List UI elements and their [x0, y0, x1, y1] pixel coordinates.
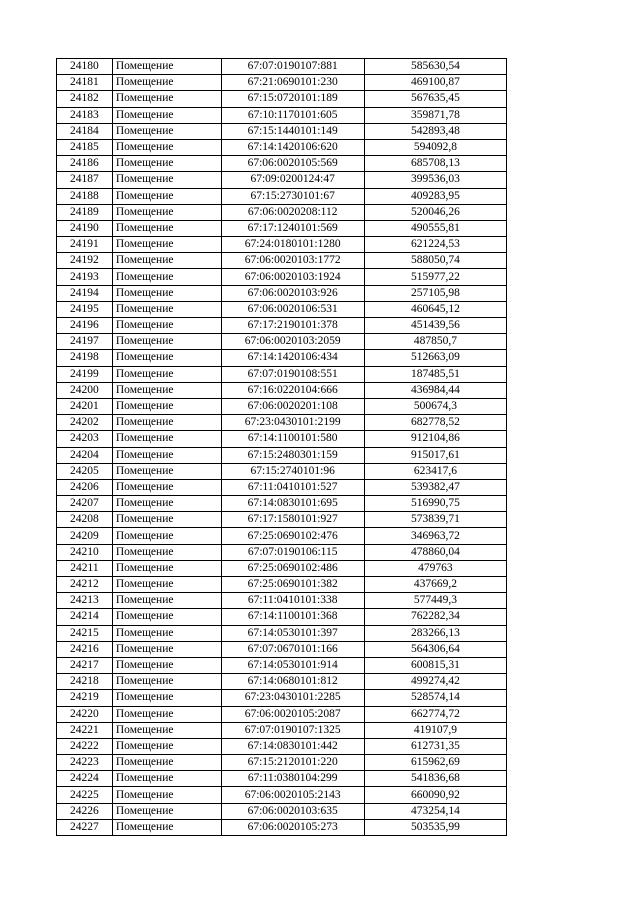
row-number-cell: 24205	[57, 463, 113, 479]
table-row	[57, 172, 507, 188]
table-row	[57, 269, 507, 285]
cadastral-number-cell: 67:25:0690101:382	[221, 577, 364, 593]
value-cell: 515977,22	[364, 269, 506, 285]
object-type-cell: Помещение	[112, 819, 221, 835]
cadastral-number-cell: 67:15:2730101:67	[221, 188, 364, 204]
table-row	[57, 625, 507, 641]
row-number-cell: 24204	[57, 447, 113, 463]
object-type-cell: Помещение	[112, 722, 221, 738]
object-type-cell: Помещение	[112, 220, 221, 236]
object-type-cell: Помещение	[112, 382, 221, 398]
value-cell: 682778,52	[364, 415, 506, 431]
value-cell: 500674,3	[364, 398, 506, 414]
cadastral-number-cell: 67:23:0430101:2285	[221, 690, 364, 706]
object-type-cell: Помещение	[112, 188, 221, 204]
table-row	[57, 787, 507, 803]
object-type-cell: Помещение	[112, 593, 221, 609]
table-row	[57, 301, 507, 317]
row-number-cell: 24212	[57, 577, 113, 593]
object-type-cell: Помещение	[112, 139, 221, 155]
object-type-cell: Помещение	[112, 528, 221, 544]
value-cell: 542893,48	[364, 123, 506, 139]
object-type-cell: Помещение	[112, 75, 221, 91]
table-row	[57, 415, 507, 431]
row-number-cell: 24221	[57, 722, 113, 738]
table-row	[57, 382, 507, 398]
registry-table-body	[57, 59, 507, 836]
cadastral-number-cell: 67:14:1100101:580	[221, 431, 364, 447]
object-type-cell: Помещение	[112, 447, 221, 463]
value-cell: 409283,95	[364, 188, 506, 204]
table-row	[57, 204, 507, 220]
table-row	[57, 220, 507, 236]
table-row	[57, 318, 507, 334]
row-number-cell: 24214	[57, 609, 113, 625]
value-cell: 520046,26	[364, 204, 506, 220]
cadastral-number-cell: 67:15:1440101:149	[221, 123, 364, 139]
value-cell: 573839,71	[364, 512, 506, 528]
row-number-cell: 24184	[57, 123, 113, 139]
value-cell: 564306,64	[364, 641, 506, 657]
value-cell: 585630,54	[364, 59, 506, 75]
object-type-cell: Помещение	[112, 479, 221, 495]
object-type-cell: Помещение	[112, 755, 221, 771]
cadastral-number-cell: 67:21:0690101:230	[221, 75, 364, 91]
value-cell: 469100,87	[364, 75, 506, 91]
cadastral-number-cell: 67:06:0020103:926	[221, 285, 364, 301]
table-row	[57, 512, 507, 528]
value-cell: 685708,13	[364, 156, 506, 172]
table-row	[57, 803, 507, 819]
cadastral-number-cell: 67:14:0830101:442	[221, 738, 364, 754]
object-type-cell: Помещение	[112, 771, 221, 787]
table-row	[57, 479, 507, 495]
cadastral-number-cell: 67:14:1420106:620	[221, 139, 364, 155]
value-cell: 600815,31	[364, 657, 506, 673]
row-number-cell: 24218	[57, 674, 113, 690]
value-cell: 567635,45	[364, 91, 506, 107]
object-type-cell: Помещение	[112, 107, 221, 123]
object-type-cell: Помещение	[112, 91, 221, 107]
cadastral-number-cell: 67:14:1420106:434	[221, 350, 364, 366]
table-row	[57, 447, 507, 463]
cadastral-number-cell: 67:17:1580101:927	[221, 512, 364, 528]
row-number-cell: 24207	[57, 496, 113, 512]
table-row	[57, 738, 507, 754]
cadastral-number-cell: 67:15:2740101:96	[221, 463, 364, 479]
table-row	[57, 755, 507, 771]
row-number-cell: 24186	[57, 156, 113, 172]
object-type-cell: Помещение	[112, 690, 221, 706]
row-number-cell: 24224	[57, 771, 113, 787]
object-type-cell: Помещение	[112, 560, 221, 576]
registry-table	[56, 58, 507, 836]
cadastral-number-cell: 67:06:0020103:1924	[221, 269, 364, 285]
cadastral-number-cell: 67:07:0190108:551	[221, 366, 364, 382]
object-type-cell: Помещение	[112, 59, 221, 75]
row-number-cell: 24196	[57, 318, 113, 334]
cadastral-number-cell: 67:06:0020208:112	[221, 204, 364, 220]
table-row	[57, 496, 507, 512]
row-number-cell: 24215	[57, 625, 113, 641]
row-number-cell: 24193	[57, 269, 113, 285]
table-row	[57, 722, 507, 738]
row-number-cell: 24213	[57, 593, 113, 609]
value-cell: 541836,68	[364, 771, 506, 787]
row-number-cell: 24210	[57, 544, 113, 560]
cadastral-number-cell: 67:23:0430101:2199	[221, 415, 364, 431]
row-number-cell: 24192	[57, 253, 113, 269]
table-row	[57, 188, 507, 204]
object-type-cell: Помещение	[112, 657, 221, 673]
table-row	[57, 577, 507, 593]
cadastral-number-cell: 67:14:0530101:397	[221, 625, 364, 641]
cadastral-number-cell: 67:06:0020103:1772	[221, 253, 364, 269]
cadastral-number-cell: 67:06:0020105:273	[221, 819, 364, 835]
object-type-cell: Помещение	[112, 156, 221, 172]
object-type-cell: Помещение	[112, 269, 221, 285]
row-number-cell: 24208	[57, 512, 113, 528]
object-type-cell: Помещение	[112, 204, 221, 220]
cadastral-number-cell: 67:06:0020105:2143	[221, 787, 364, 803]
row-number-cell: 24226	[57, 803, 113, 819]
cadastral-number-cell: 67:14:0830101:695	[221, 496, 364, 512]
object-type-cell: Помещение	[112, 577, 221, 593]
table-row	[57, 609, 507, 625]
table-row	[57, 674, 507, 690]
object-type-cell: Помещение	[112, 366, 221, 382]
cadastral-number-cell: 67:07:0670101:166	[221, 641, 364, 657]
value-cell: 528574,14	[364, 690, 506, 706]
cadastral-number-cell: 67:11:0380104:299	[221, 771, 364, 787]
table-row	[57, 593, 507, 609]
table-row	[57, 334, 507, 350]
object-type-cell: Помещение	[112, 301, 221, 317]
value-cell: 359871,78	[364, 107, 506, 123]
row-number-cell: 24180	[57, 59, 113, 75]
cadastral-number-cell: 67:06:0020103:635	[221, 803, 364, 819]
value-cell: 451439,56	[364, 318, 506, 334]
value-cell: 187485,51	[364, 366, 506, 382]
value-cell: 623417,6	[364, 463, 506, 479]
row-number-cell: 24195	[57, 301, 113, 317]
value-cell: 612731,35	[364, 738, 506, 754]
row-number-cell: 24190	[57, 220, 113, 236]
table-row	[57, 431, 507, 447]
object-type-cell: Помещение	[112, 318, 221, 334]
table-row	[57, 657, 507, 673]
row-number-cell: 24202	[57, 415, 113, 431]
table-row	[57, 123, 507, 139]
row-number-cell: 24203	[57, 431, 113, 447]
value-cell: 503535,99	[364, 819, 506, 835]
object-type-cell: Помещение	[112, 172, 221, 188]
cadastral-number-cell: 67:06:0020201:108	[221, 398, 364, 414]
cadastral-number-cell: 67:07:0190106:115	[221, 544, 364, 560]
value-cell: 346963,72	[364, 528, 506, 544]
row-number-cell: 24185	[57, 139, 113, 155]
row-number-cell: 24191	[57, 237, 113, 253]
value-cell: 762282,34	[364, 609, 506, 625]
object-type-cell: Помещение	[112, 544, 221, 560]
object-type-cell: Помещение	[112, 706, 221, 722]
table-row	[57, 91, 507, 107]
table-row	[57, 156, 507, 172]
table-row	[57, 706, 507, 722]
row-number-cell: 24194	[57, 285, 113, 301]
value-cell: 588050,74	[364, 253, 506, 269]
value-cell: 490555,81	[364, 220, 506, 236]
row-number-cell: 24209	[57, 528, 113, 544]
cadastral-number-cell: 67:15:2120101:220	[221, 755, 364, 771]
cadastral-number-cell: 67:06:0020105:569	[221, 156, 364, 172]
object-type-cell: Помещение	[112, 431, 221, 447]
value-cell: 283266,13	[364, 625, 506, 641]
table-row	[57, 690, 507, 706]
object-type-cell: Помещение	[112, 803, 221, 819]
cadastral-number-cell: 67:06:0020105:2087	[221, 706, 364, 722]
object-type-cell: Помещение	[112, 625, 221, 641]
object-type-cell: Помещение	[112, 787, 221, 803]
value-cell: 594092,8	[364, 139, 506, 155]
value-cell: 460645,12	[364, 301, 506, 317]
cadastral-number-cell: 67:06:0020103:2059	[221, 334, 364, 350]
value-cell: 621224,53	[364, 237, 506, 253]
value-cell: 660090,92	[364, 787, 506, 803]
cadastral-number-cell: 67:11:0410101:527	[221, 479, 364, 495]
table-row	[57, 641, 507, 657]
row-number-cell: 24227	[57, 819, 113, 835]
row-number-cell: 24222	[57, 738, 113, 754]
table-row	[57, 771, 507, 787]
object-type-cell: Помещение	[112, 609, 221, 625]
value-cell: 479763	[364, 560, 506, 576]
object-type-cell: Помещение	[112, 237, 221, 253]
cadastral-number-cell: 67:17:2190101:378	[221, 318, 364, 334]
row-number-cell: 24198	[57, 350, 113, 366]
object-type-cell: Помещение	[112, 463, 221, 479]
table-row	[57, 139, 507, 155]
row-number-cell: 24219	[57, 690, 113, 706]
value-cell: 915017,61	[364, 447, 506, 463]
row-number-cell: 24188	[57, 188, 113, 204]
cadastral-number-cell: 67:14:0530101:914	[221, 657, 364, 673]
table-row	[57, 253, 507, 269]
row-number-cell: 24220	[57, 706, 113, 722]
row-number-cell: 24182	[57, 91, 113, 107]
object-type-cell: Помещение	[112, 285, 221, 301]
value-cell: 512663,09	[364, 350, 506, 366]
table-row	[57, 544, 507, 560]
table-row	[57, 107, 507, 123]
cadastral-number-cell: 67:15:0720101:189	[221, 91, 364, 107]
table-row	[57, 819, 507, 835]
value-cell: 615962,69	[364, 755, 506, 771]
object-type-cell: Помещение	[112, 512, 221, 528]
value-cell: 257105,98	[364, 285, 506, 301]
cadastral-number-cell: 67:15:2480301:159	[221, 447, 364, 463]
row-number-cell: 24223	[57, 755, 113, 771]
cadastral-number-cell: 67:11:0410101:338	[221, 593, 364, 609]
cadastral-number-cell: 67:24:0180101:1280	[221, 237, 364, 253]
object-type-cell: Помещение	[112, 398, 221, 414]
value-cell: 662774,72	[364, 706, 506, 722]
cadastral-number-cell: 67:09:0200124:47	[221, 172, 364, 188]
object-type-cell: Помещение	[112, 334, 221, 350]
value-cell: 478860,04	[364, 544, 506, 560]
table-row	[57, 59, 507, 75]
object-type-cell: Помещение	[112, 415, 221, 431]
row-number-cell: 24217	[57, 657, 113, 673]
value-cell: 437669,2	[364, 577, 506, 593]
row-number-cell: 24181	[57, 75, 113, 91]
row-number-cell: 24183	[57, 107, 113, 123]
table-row	[57, 560, 507, 576]
object-type-cell: Помещение	[112, 123, 221, 139]
row-number-cell: 24199	[57, 366, 113, 382]
value-cell: 912104,86	[364, 431, 506, 447]
cadastral-number-cell: 67:25:0690102:486	[221, 560, 364, 576]
table-row	[57, 285, 507, 301]
cadastral-number-cell: 67:17:1240101:569	[221, 220, 364, 236]
value-cell: 399536,03	[364, 172, 506, 188]
value-cell: 473254,14	[364, 803, 506, 819]
row-number-cell: 24189	[57, 204, 113, 220]
row-number-cell: 24216	[57, 641, 113, 657]
row-number-cell: 24225	[57, 787, 113, 803]
table-row	[57, 528, 507, 544]
cadastral-number-cell: 67:14:1100101:368	[221, 609, 364, 625]
table-row	[57, 75, 507, 91]
cadastral-number-cell: 67:10:1170101:605	[221, 107, 364, 123]
value-cell: 499274,42	[364, 674, 506, 690]
value-cell: 487850,7	[364, 334, 506, 350]
object-type-cell: Помещение	[112, 641, 221, 657]
value-cell: 516990,75	[364, 496, 506, 512]
row-number-cell: 24200	[57, 382, 113, 398]
table-row	[57, 350, 507, 366]
table-row	[57, 463, 507, 479]
value-cell: 436984,44	[364, 382, 506, 398]
object-type-cell: Помещение	[112, 738, 221, 754]
cadastral-number-cell: 67:07:0190107:881	[221, 59, 364, 75]
row-number-cell: 24197	[57, 334, 113, 350]
row-number-cell: 24206	[57, 479, 113, 495]
cadastral-number-cell: 67:25:0690102:476	[221, 528, 364, 544]
object-type-cell: Помещение	[112, 496, 221, 512]
cadastral-number-cell: 67:16:0220104:666	[221, 382, 364, 398]
value-cell: 577449,3	[364, 593, 506, 609]
row-number-cell: 24211	[57, 560, 113, 576]
cadastral-number-cell: 67:07:0190107:1325	[221, 722, 364, 738]
cadastral-number-cell: 67:14:0680101:812	[221, 674, 364, 690]
object-type-cell: Помещение	[112, 674, 221, 690]
table-row	[57, 237, 507, 253]
row-number-cell: 24201	[57, 398, 113, 414]
value-cell: 539382,47	[364, 479, 506, 495]
object-type-cell: Помещение	[112, 253, 221, 269]
value-cell: 419107,9	[364, 722, 506, 738]
row-number-cell: 24187	[57, 172, 113, 188]
object-type-cell: Помещение	[112, 350, 221, 366]
table-row	[57, 398, 507, 414]
table-row	[57, 366, 507, 382]
cadastral-number-cell: 67:06:0020106:531	[221, 301, 364, 317]
